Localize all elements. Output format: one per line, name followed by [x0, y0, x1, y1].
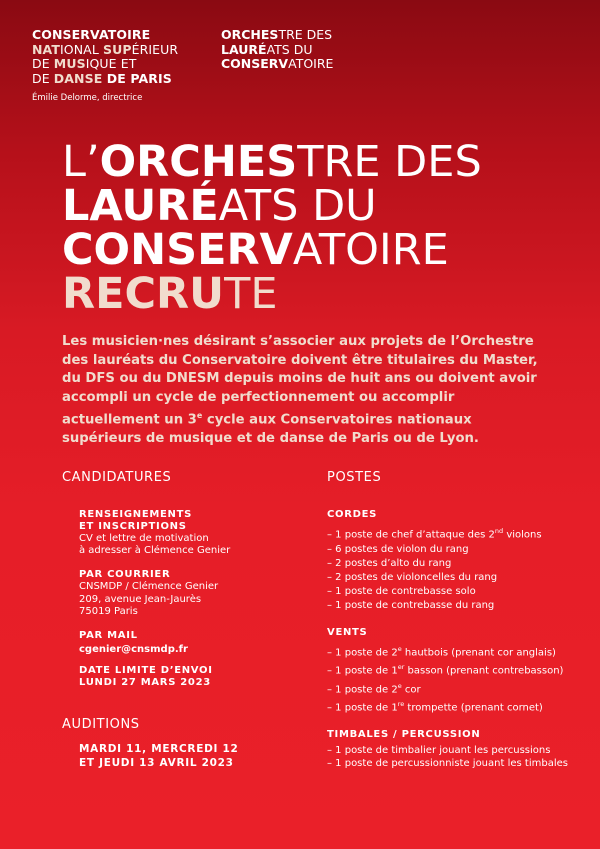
- orchestre-logo: [221, 28, 333, 72]
- orchestre-logo-segment: LAURÉ: [221, 41, 267, 57]
- renseignements-text-1: CV et lettre de motivation: [79, 533, 209, 544]
- deadline-date: LUNDI 27 MARS 2023: [79, 677, 211, 689]
- title-segment: L’: [62, 137, 100, 187]
- intro-paragraph: [62, 333, 542, 449]
- conservatoire-logo-segment: MUS: [53, 56, 86, 71]
- director-credit: Émilie Delorme, directrice: [32, 93, 143, 103]
- post-text: – 1 poste de 2: [327, 683, 398, 695]
- post-text: hautbois (prenant cor anglais): [401, 646, 556, 658]
- post-item: [327, 599, 587, 613]
- conservatoire-logo-segment: DE PARIS: [102, 70, 172, 86]
- postes-column: [327, 470, 587, 770]
- post-text: – 1 poste de contrebasse du rang: [327, 600, 495, 612]
- post-item: [327, 697, 587, 716]
- vents-block: [327, 627, 587, 716]
- post-item: – 1 poste de percussionniste jouant les timbales: [327, 757, 568, 769]
- conservatoire-logo-segment: SUP: [102, 41, 132, 57]
- post-item: [327, 679, 587, 698]
- postes-title: POSTES: [327, 470, 382, 485]
- post-text: cor: [401, 683, 421, 695]
- post-item: – 1 poste de timbalier jouant les percussions: [327, 744, 551, 756]
- title-line: [62, 269, 482, 319]
- vents-title: VENTS: [327, 626, 368, 638]
- candidatures-column: [62, 470, 292, 770]
- cordes-block: [327, 509, 587, 614]
- title-line: [62, 181, 482, 231]
- courrier-block: [62, 569, 292, 618]
- post-superscript: er: [397, 663, 405, 672]
- post-text: – 1 poste de 2: [327, 646, 398, 658]
- conservatoire-logo-line: [32, 72, 178, 87]
- title-segment: LAURÉ: [62, 181, 219, 231]
- title-segment: ATOIRE: [292, 225, 449, 275]
- title-segment: TRE DES: [297, 137, 482, 187]
- post-superscript: re: [397, 700, 405, 709]
- deadline-title: DATE LIMITE D’ENVOI: [79, 665, 213, 677]
- conservatoire-logo-segment: IQUE ET: [85, 56, 137, 71]
- courrier-line: 209, avenue Jean-Jaurès: [79, 593, 202, 605]
- title-line: [62, 137, 482, 187]
- title-line: [62, 225, 482, 275]
- conservatoire-logo-segment: IONAL: [60, 41, 103, 57]
- orchestre-logo-segment: ORCHES: [221, 27, 279, 42]
- orchestre-logo-segment: ATS DU: [266, 41, 313, 57]
- conservatoire-logo-segment: CONSERVATOIRE: [32, 27, 151, 42]
- orchestre-logo-line: [221, 57, 333, 72]
- intro-superscript: e: [196, 411, 203, 421]
- orchestre-logo-line: [221, 43, 333, 58]
- conservatoire-logo: [32, 28, 178, 86]
- title-segment: CONSERV: [62, 225, 293, 275]
- post-text: trompette (prenant cornet): [404, 702, 543, 714]
- post-text: – 2 postes de violoncelles du rang: [327, 571, 498, 583]
- post-superscript: e: [397, 681, 402, 690]
- title-segment: ORCHES: [99, 137, 298, 187]
- mail-block: [62, 630, 292, 656]
- auditions-title: AUDITIONS: [62, 717, 140, 733]
- courrier-title: PAR COURRIER: [79, 569, 171, 581]
- conservatoire-logo-segment: DANSE: [53, 70, 103, 86]
- renseignements-title-2: ET INSCRIPTIONS: [79, 521, 187, 532]
- timbales-title: TIMBALES / PERCUSSION: [327, 728, 481, 740]
- post-text: – 1 poste de 1: [327, 702, 398, 714]
- conservatoire-logo-segment: NAT: [32, 41, 60, 57]
- title-segment: TE: [224, 269, 278, 319]
- post-item: [327, 524, 587, 543]
- cordes-list: [327, 524, 587, 614]
- post-text: – 1 poste de 1: [327, 665, 398, 677]
- conservatoire-logo-segment: DE: [32, 56, 54, 71]
- post-superscript: e: [397, 644, 402, 653]
- renseignements-block: [62, 509, 292, 557]
- title-segment: ATS DU: [218, 181, 377, 231]
- candidatures-title: CANDIDATURES: [62, 470, 172, 485]
- title-segment: RECRU: [62, 269, 225, 319]
- renseignements-text-2: à adresser à Clémence Genier: [79, 545, 231, 557]
- orchestre-logo-line: [221, 28, 333, 43]
- mail-title: PAR MAIL: [79, 630, 138, 642]
- renseignements-title-1: RENSEIGNEMENTS: [79, 509, 193, 520]
- post-item: [327, 557, 587, 571]
- auditions-line-1: MARDI 11, MERCREDI 12: [79, 743, 239, 756]
- orchestre-logo-segment: TRE DES: [278, 27, 333, 42]
- post-superscript: nd: [494, 527, 504, 535]
- vents-list: [327, 642, 587, 716]
- page-title: [62, 137, 482, 319]
- conservatoire-logo-segment: DE: [32, 70, 54, 86]
- conservatoire-logo-line: [32, 43, 178, 58]
- post-text: basson (prenant contrebasson): [404, 665, 564, 677]
- orchestre-logo-segment: CONSERV: [221, 56, 289, 71]
- post-text: – 6 postes de violon du rang: [327, 543, 469, 555]
- post-text: violons: [503, 529, 542, 541]
- post-text: – 1 poste de contrebasse solo: [327, 586, 476, 598]
- deadline-block: [62, 665, 292, 689]
- conservatoire-logo-line: [32, 28, 178, 43]
- orchestre-logo-segment: ATOIRE: [288, 56, 334, 71]
- post-item: [327, 660, 587, 679]
- auditions-block: [62, 742, 292, 770]
- intro-text-1: Les musicien·nes désirant s’associer aux projets de l’Orchestre des lauréats du Conservatoire doivent être titulaires du Master, du DFS ou du DNESM depuis moins de huit ans ou doivent avoir accompli un cycle de perfectionnement ou accomplir actuellement un 3: [62, 334, 538, 428]
- courrier-line: 75019 Paris: [79, 605, 138, 617]
- auditions-line-2: ET JEUDI 13 AVRIL 2023: [79, 757, 234, 770]
- timbales-block: [327, 729, 587, 770]
- post-item: [327, 571, 587, 585]
- post-item: [327, 543, 587, 557]
- conservatoire-logo-line: [32, 57, 178, 72]
- conservatoire-logo-segment: ÉRIEUR: [131, 41, 179, 57]
- cordes-title: CORDES: [327, 509, 378, 520]
- post-text: – 1 poste de chef d’attaque des 2: [327, 529, 495, 541]
- post-item: [327, 642, 587, 661]
- courrier-line: CNSMDP / Clémence Genier: [79, 581, 219, 593]
- post-item: [327, 585, 587, 599]
- mail-address[interactable]: cgenier@cnsmdp.fr: [79, 644, 188, 656]
- post-text: – 2 postes d’alto du rang: [327, 557, 452, 569]
- intro-text-2: cycle aux Conservatoires nationaux supérieurs de musique et de danse de Paris ou de Lyon.: [62, 412, 479, 447]
